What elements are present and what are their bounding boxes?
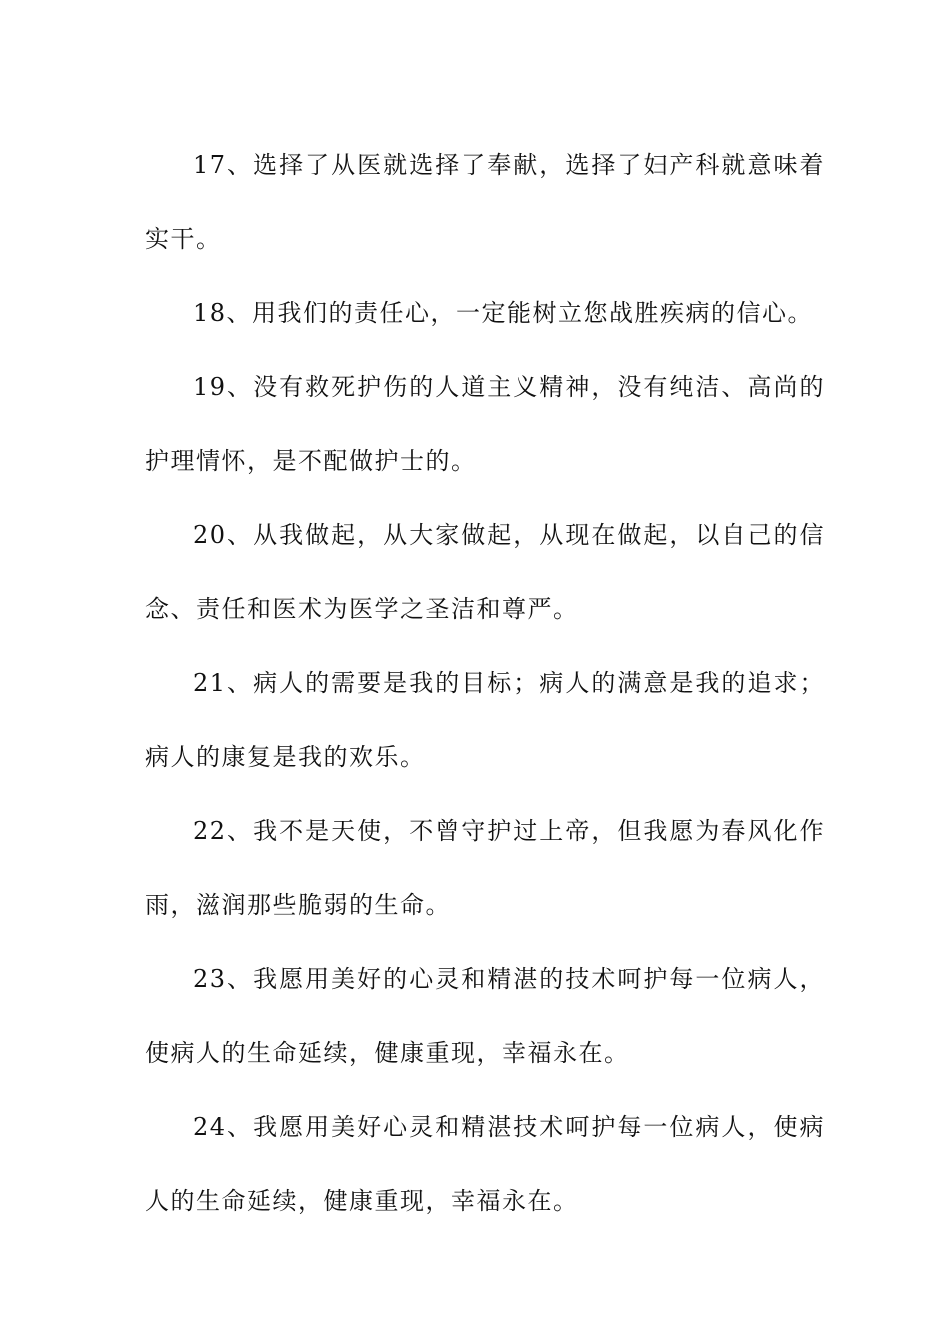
- paragraph-23: 23、我愿用美好的心灵和精湛的技术呵护每一位病人，使病人的生命延续，健康重现，幸福永在。: [145, 965, 825, 1067]
- paragraph-17: 17、选择了从医就选择了奉献，选择了妇产科就意味着实干。: [145, 151, 825, 253]
- paragraph-24: 24、我愿用美好心灵和精湛技术呵护每一位病人，使病人的生命延续，健康重现，幸福永在。: [145, 1113, 825, 1215]
- paragraph-22: 22、我不是天使，不曾守护过上帝，但我愿为春风化作雨，滋润那些脆弱的生命。: [145, 817, 825, 919]
- paragraph-20: 20、从我做起，从大家做起，从现在做起，以自己的信念、责任和医术为医学之圣洁和尊严。: [145, 521, 825, 623]
- paragraph-18: 18、用我们的责任心，一定能树立您战胜疾病的信心。: [193, 299, 814, 327]
- paragraph-19: 19、没有救死护伤的人道主义精神，没有纯洁、高尚的护理情怀，是不配做护士的。: [145, 373, 825, 475]
- document-body: [145, 128, 825, 1238]
- paragraph-21: 21、病人的需要是我的目标；病人的满意是我的追求；病人的康复是我的欢乐。: [145, 669, 825, 771]
